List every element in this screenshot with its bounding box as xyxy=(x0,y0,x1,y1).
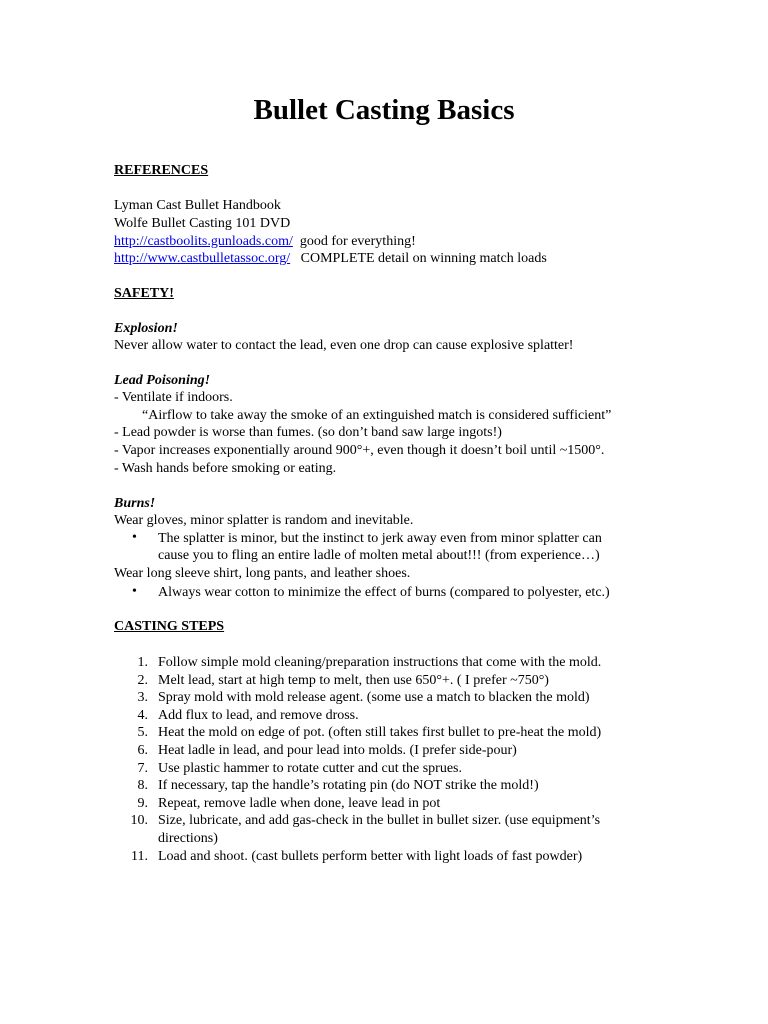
explosion-heading: Explosion! xyxy=(114,321,178,336)
burns-bullet-cont: cause you to fling an entire ladle of molten metal about!!! (from experience…) xyxy=(158,548,600,563)
link-note: COMPLETE detail on winning match loads xyxy=(300,251,547,266)
step-number: 9. xyxy=(137,795,148,811)
safety-heading: SAFETY! xyxy=(114,286,174,301)
casting-steps-heading: CASTING STEPS xyxy=(114,619,225,634)
step-text: Repeat, remove ladle when done, leave lead in pot xyxy=(158,795,441,811)
bullet-icon: • xyxy=(132,584,137,599)
step-text: Heat ladle in lead, and pour lead into molds. (I prefer side-pour) xyxy=(158,743,517,758)
lead-line: - Lead powder is worse than fumes. (so don’t band saw large ingots!) xyxy=(114,425,502,440)
lead-line: - Ventilate if indoors. xyxy=(114,390,233,405)
bullet-icon: • xyxy=(132,530,137,545)
reference-item: Lyman Cast Bullet Handbook xyxy=(114,198,281,213)
burns-heading: Burns! xyxy=(114,496,156,511)
step-text: Size, lubricate, and add gas-check in the bullet in bullet sizer. (use equipment’s xyxy=(158,813,601,829)
step-number: 4. xyxy=(137,707,148,723)
step-number: 6. xyxy=(137,743,148,758)
step-text: Heat the mold on edge of pot. (often still takes first bullet to pre-heat the mold) xyxy=(158,725,602,741)
step-number: 3. xyxy=(137,690,148,706)
reference-link-row xyxy=(114,233,416,251)
castboolits-link[interactable]: http://castboolits.gunloads.com/ xyxy=(114,234,293,249)
step-text: Load and shoot. (cast bullets perform better with light loads of fast powder) xyxy=(158,848,583,864)
burns-line: Wear long sleeve shirt, long pants, and leather shoes. xyxy=(114,566,411,581)
lead-line: - Wash hands before smoking or eating. xyxy=(114,461,337,476)
step-number: 11. xyxy=(131,848,148,864)
step-text-cont: directions) xyxy=(158,831,218,846)
step-text: If necessary, tap the handle’s rotating pin (do NOT strike the mold!) xyxy=(158,778,539,794)
link-note: good for everything! xyxy=(299,234,416,249)
lead-line: - Vapor increases exponentially around 900°+, even though it doesn’t boil until ~1500°. xyxy=(114,443,605,458)
burns-bullet: Always wear cotton to minimize the effect of burns (compared to polyester, etc.) xyxy=(158,585,610,600)
references-heading: REFERENCES xyxy=(114,163,209,178)
step-number: 10. xyxy=(130,813,148,829)
step-text: Use plastic hammer to rotate cutter and cut the sprues. xyxy=(158,760,463,776)
step-text: Follow simple mold cleaning/preparation instructions that come with the mold. xyxy=(158,655,602,670)
step-number: 7. xyxy=(137,760,148,776)
explosion-text: Never allow water to contact the lead, even one drop can cause explosive splatter! xyxy=(114,338,574,353)
reference-link-row xyxy=(114,250,547,268)
burns-line: Wear gloves, minor splatter is random and inevitable. xyxy=(114,513,414,528)
step-number: 5. xyxy=(137,725,148,741)
lead-poisoning-heading: Lead Poisoning! xyxy=(114,373,211,388)
burns-bullet: The splatter is minor, but the instinct to jerk away even from minor splatter can xyxy=(158,531,602,546)
step-number: 8. xyxy=(137,778,148,794)
step-text: Melt lead, start at high temp to melt, then use 650°+. ( I prefer ~750°) xyxy=(158,672,549,688)
step-text: Add flux to lead, and remove dross. xyxy=(158,707,359,723)
lead-quote: “Airflow to take away the smoke of an extinguished match is considered sufficient” xyxy=(142,408,612,423)
reference-item: Wolfe Bullet Casting 101 DVD xyxy=(114,216,291,231)
step-text: Spray mold with mold release agent. (some use a match to blacken the mold) xyxy=(158,690,590,706)
step-number: 1. xyxy=(137,655,148,670)
step-number: 2. xyxy=(137,672,148,688)
page-title: Bullet Casting Basics xyxy=(253,94,515,126)
castbulletassoc-link[interactable]: http://www.castbulletassoc.org/ xyxy=(114,251,291,266)
